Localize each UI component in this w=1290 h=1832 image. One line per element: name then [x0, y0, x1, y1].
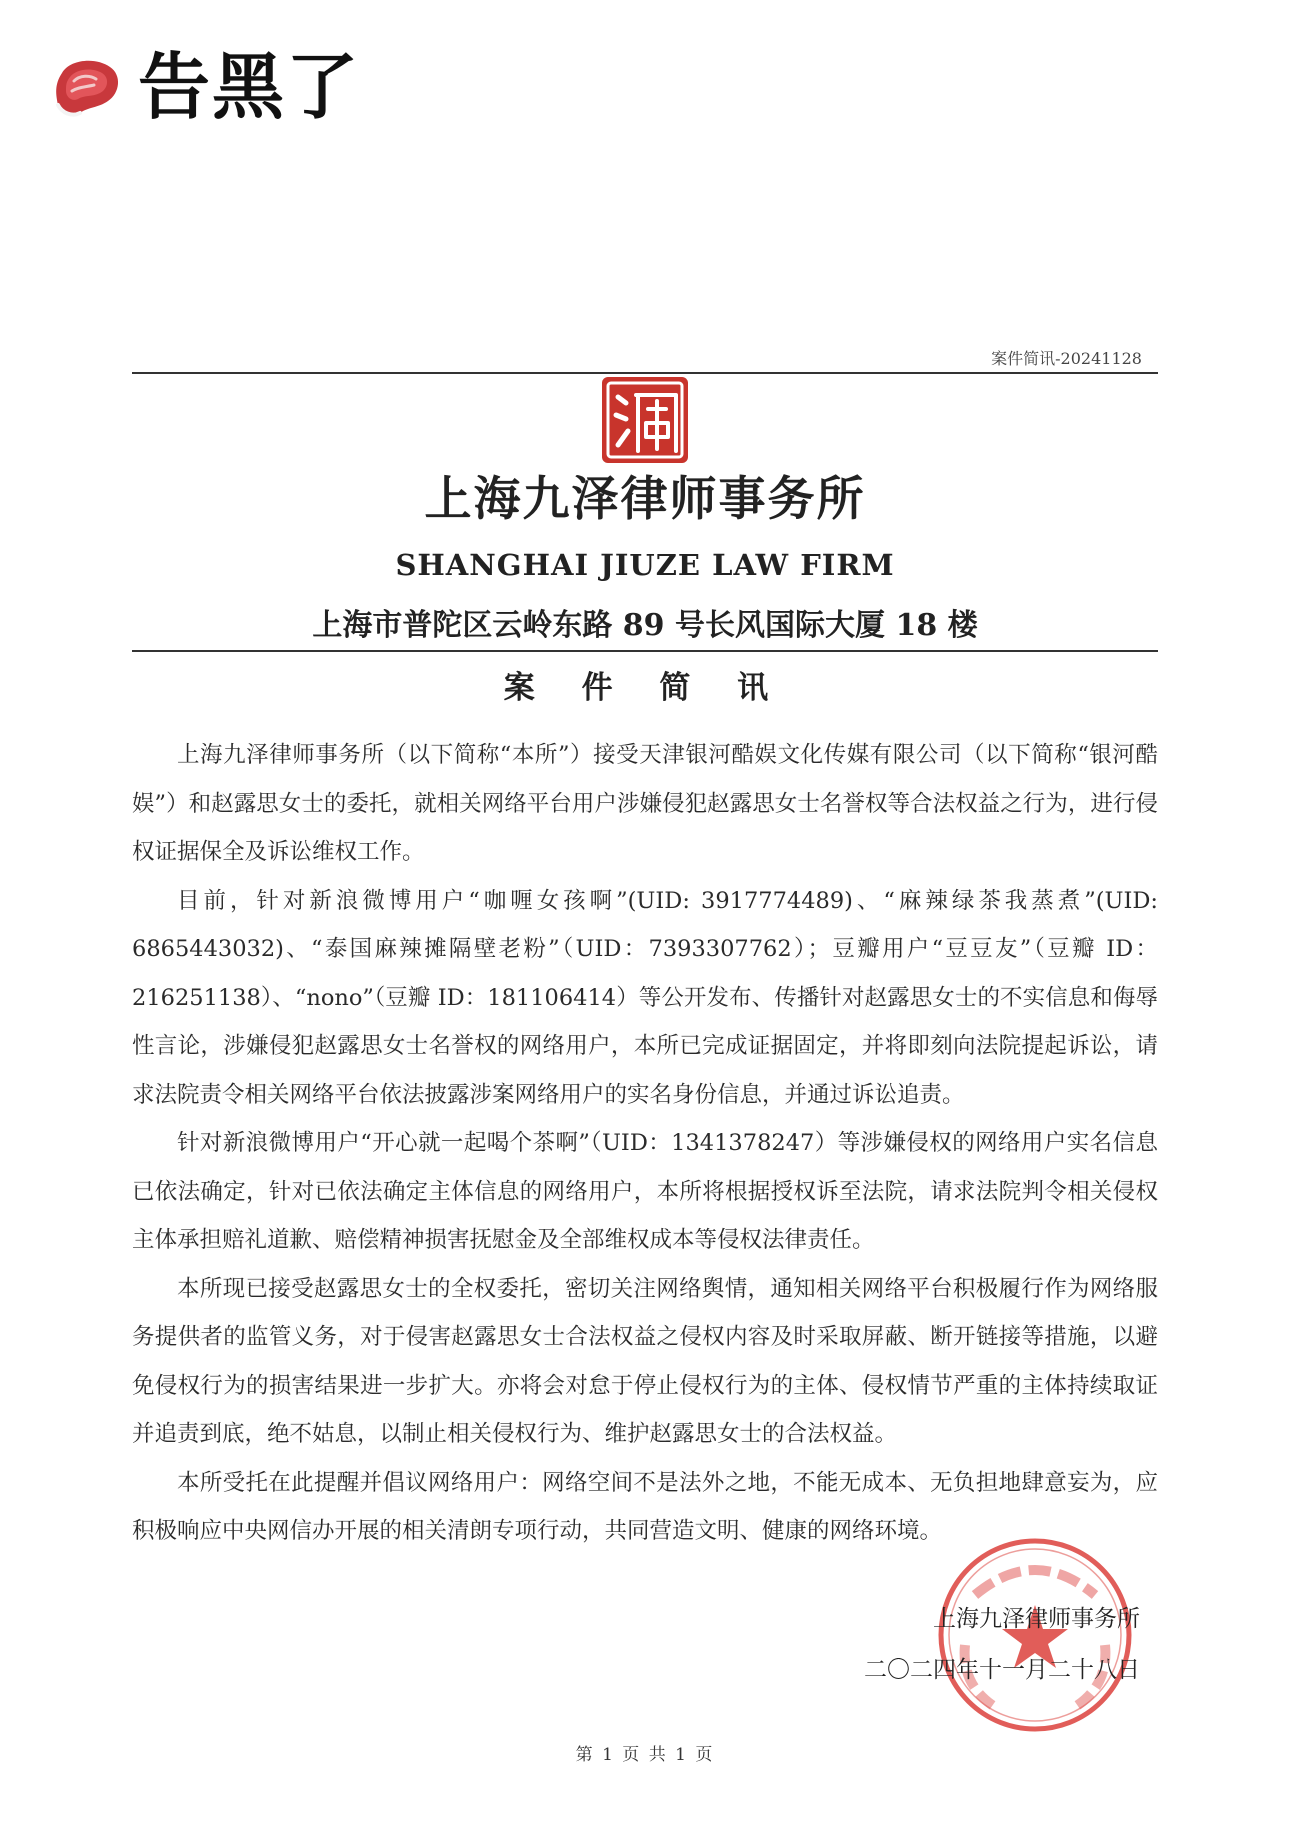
official-seal — [935, 1535, 1135, 1735]
paragraph: 针对新浪微博用户“开心就一起喝个茶啊”（UID：1341378247）等涉嫌侵权的网络用户实名信息已依法确定，针对已依法确定主体信息的网络用户，本所将根据授权诉至法院，请求法院判令相关侵权主体承担赔礼道歉、赔偿精神损害抚慰金及全部维权成本等侵权法律责任。 — [132, 1130, 1158, 1253]
signature-firm: 上海九泽律师事务所 — [933, 1606, 1140, 1632]
paragraph: 本所受托在此提醒并倡议网络用户：网络空间不是法外之地，不能无成本、无负担地肆意妄为，应积极响应中央网信办开展的相关清朗专项行动，共同营造文明、健康的网络环境。 — [132, 1469, 1158, 1544]
firm-address: 上海市普陀区云岭东路 89 号长风国际大厦 18 楼 — [312, 608, 978, 643]
top-divider — [132, 372, 1158, 374]
page-footer: 第 1 页 共 1 页 — [575, 1745, 715, 1765]
paragraph: 目前，针对新浪微博用户“咖喱女孩啊”(UID: 3917774489)、“麻辣绿茶我蒸煮”(UID: 6865443032)、“泰国麻辣摊隔壁老粉”（UID：7393307762）；豆瓣用户“豆豆友”（豆瓣 ID：216251138）、“nono”（豆瓣 ID：181106414）等公开发布、传播针对赵露思女士的不实信息和侮辱性言论，涉嫌侵犯赵露思女士名誉权的网络用户，本所已完成证据固定，并将即刻向法院提起诉讼，请求法院责令相关网络平台依法披露涉案网络用户的实名身份信息，并通过诉讼追责。 — [132, 887, 1158, 1108]
paragraph: 上海九泽律师事务所（以下简称“本所”）接受天津银河酷娱文化传媒有限公司（以下简称“银河酷娱”）和赵露思女士的委托，就相关网络平台用户涉嫌侵犯赵露思女士名誉权等合法权益之行为，进行侵权证据保全及诉讼维权工作。 — [132, 742, 1158, 865]
firm-name-cn: 上海九泽律师事务所 — [424, 472, 866, 527]
steak-icon — [52, 55, 124, 119]
firm-name-en: SHANGHAI JIUZE LAW FIRM — [395, 548, 895, 582]
signature-date: 二〇二四年十一月二十八日 — [864, 1657, 1140, 1683]
headline — [52, 42, 360, 132]
document-body — [132, 731, 1158, 1556]
law-firm-logo-icon — [600, 375, 690, 465]
document-title: 案 件 简 讯 — [503, 670, 787, 706]
doc-number: 案件简讯-20241128 — [991, 349, 1142, 368]
headline-title: 告黑了 — [138, 45, 361, 129]
paragraph: 本所现已接受赵露思女士的全权委托，密切关注网络舆情，通知相关网络平台积极履行作为网络服务提供者的监管义务，对于侵害赵露思女士合法权益之侵权内容及时采取屏蔽、断开链接等措施，以避免侵权行为的损害结果进一步扩大。亦将会对怠于停止侵权行为的主体、侵权情节严重的主体持续取证并追责到底，绝不姑息，以制止相关侵权行为、维护赵露思女士的合法权益。 — [132, 1275, 1158, 1447]
header-divider — [132, 650, 1158, 652]
